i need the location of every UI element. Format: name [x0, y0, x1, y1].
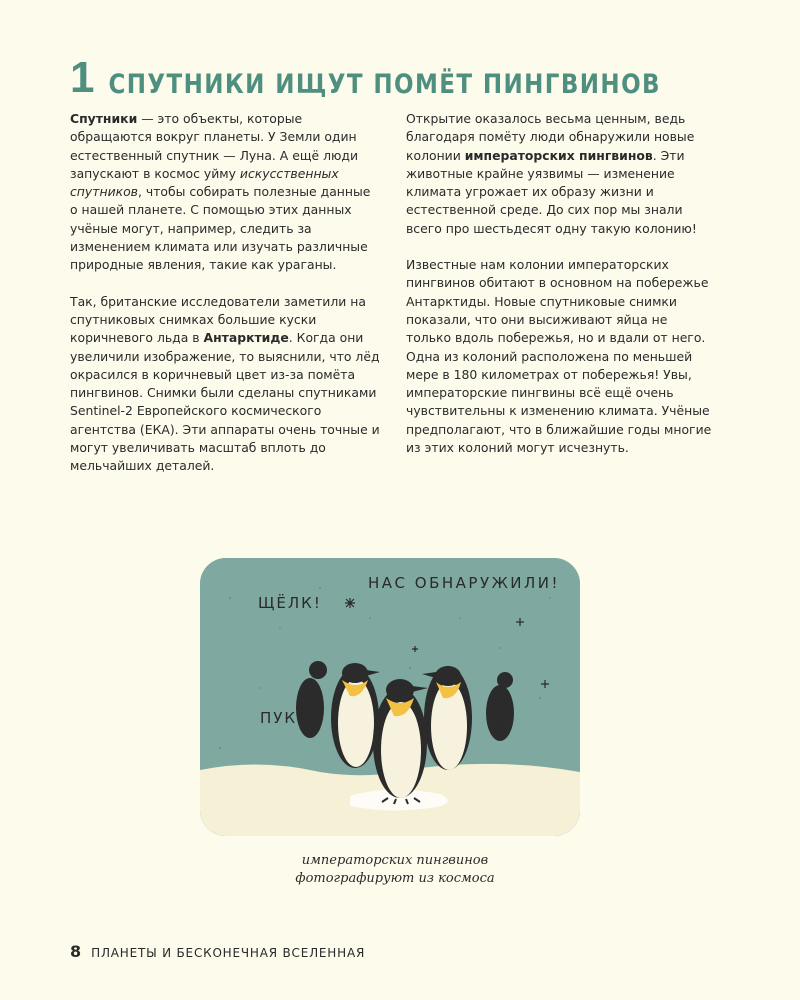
- term-artificial-satellites: искусственных спутников: [70, 165, 339, 200]
- book-title: ПЛАНЕТЫ И БЕСКОНЕЧНАЯ ВСЕЛЕННАЯ: [91, 946, 366, 960]
- page-footer: [70, 942, 365, 961]
- paragraph-discovery: Открытие оказалось весьма ценным, ведь благодаря помёту люди обнаружили новые колонии императорских пингвинов. Эти животные крайне уязвимы — изменение климата угрожает их образу жизни и естественной среде. До сих пор мы знали всего про шестьдесят одну такую колонию!: [406, 111, 697, 236]
- page-number: 8: [70, 942, 82, 961]
- right-column: [406, 110, 716, 475]
- penguin-scene: [200, 558, 580, 836]
- chapter-title: СПУТНИКИ ИЩУТ ПОМЁТ ПИНГВИНОВ: [108, 70, 661, 100]
- paragraph-colonies: Известные нам колонии императорских пингвинов обитают в основном на побережье Антарктиды. Новые спутниковые снимки показали, что они высиживают яйца не только вдоль побережья, но и вдали от него. Одна из колоний расположена по меньшей мере в 180 километрах от побережья! Увы, императорские пингвины всё ещё очень чувствительны к изменению климата. Учёные предполагают, что в ближайшие годы многие из этих колоний могут исчезнуть.: [406, 257, 712, 456]
- paragraph-researchers: Так, британские исследователи заметили на спутниковых снимках большие куски коричневого льда в Антарктиде. Когда они увеличили изображение, то выяснили, что лёд окрасился в коричневый цвет из-за помёта пингвинов. Снимки были сделаны спутниками Sentinel-2 Европейского космического агентства (ЕКА). Эти аппараты очень точные и могут увеличивать масштаб вплоть до мельчайших деталей.: [70, 293, 380, 474]
- paragraph-satellites: Спутники — это объекты, которые обращаются вокруг планеты. У Земли один естественный спутник — Луна. А ещё люди запускают в космос уйму искусственных спутников, чтобы собирать полезные данные о нашей планете. С помощью этих данных учёные могут, например, следить за изменением климата или изучать различные природные явления, такие как ураганы.: [70, 111, 371, 273]
- chapter-number: 1: [70, 53, 95, 102]
- chapter-heading: [70, 53, 661, 102]
- penguin-illustration: [200, 558, 580, 836]
- illustration-caption: [250, 852, 540, 888]
- bubble-found-text: НАС ОБНАРУЖИЛИ!: [368, 574, 560, 592]
- term-antarctica: Антарктиде: [203, 330, 289, 346]
- term-emperor-penguins: императорских пингвинов: [464, 147, 653, 163]
- caption-line-1: императорских пингвинов: [301, 853, 489, 868]
- bubble-click-text: ЩЁЛК!: [258, 594, 322, 612]
- left-column: [70, 110, 380, 494]
- caption-line-2: фотографируют из космоса: [295, 871, 495, 886]
- bubble-poop-text: ПУК!: [260, 709, 306, 727]
- term-satellites: Спутники: [70, 111, 138, 126]
